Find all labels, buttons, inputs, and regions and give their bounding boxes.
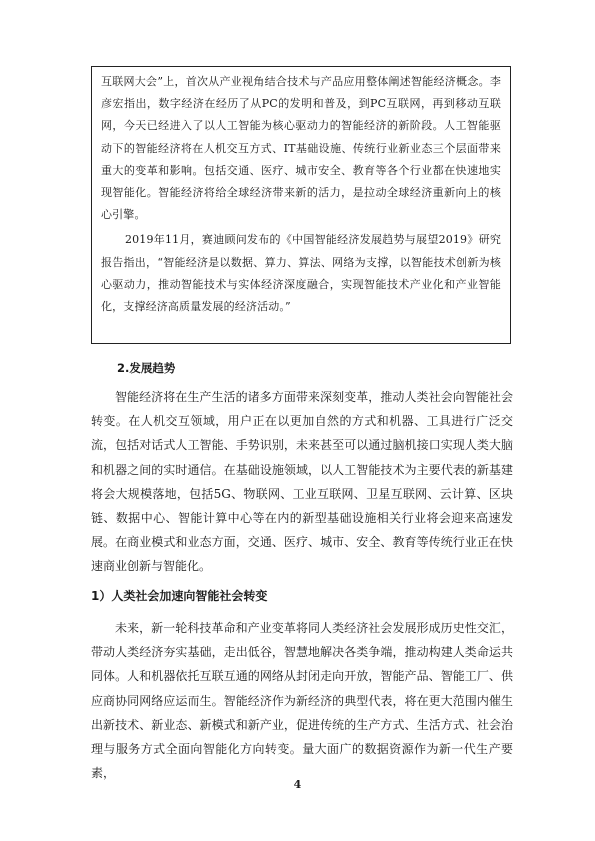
- box-paragraph-2: 2019年11月，赛迪顾问发布的《中国智能经济发展趋势与展望2019》研究报告指出，“智能经济是以数据、算力、算法、网络为支撑，以智能技术创新为核心驱动力，推动智能技术与实体经济深度融合，实现智能技术产业化和产业智能化，支撑经济高质量发展的经济活动。”: [101, 233, 501, 314]
- subsection-paragraph: 未来，新一轮科技革命和产业变革将同人类经济社会发展形成历史性交汇，带动人类经济夯实基础，走出低谷，智慧地解决各类争端，推动构建人类命运共同体。人和机器依托互联互通的网络从封闭走向开放，智能产品、智能工厂、供应商协同网络应运而生。智能经济作为新经济的典型代表，将在更大范围内催生出新技术、新业态、新模式和新产业，促进传统的生产方式、生活方式、社会治理与服务方式全面向智能化方向转变。量大面广的数据资源作为新一代生产要素，: [91, 621, 513, 781]
- subsection-title: 1）人类社会加速向智能社会转变: [91, 589, 268, 603]
- section-paragraph: 智能经济将在生产生活的诸多方面带来深刻变革，推动人类社会向智能社会转变。在人机交互领域，用户正在以更加自然的方式和机器、工具进行广泛交流，包括对话式人工智能、手势识别，未来甚至可以通过脑机接口实现人类大脑和机器之间的实时通信。在基础设施领域，以人工智能技术为主要代表的新基建将会大规模落地，包括5G、物联网、工业互联网、卫星互联网、云计算、区块链、数据中心、智能计算中心等在内的新型基础设施相关行业将会迎来高速发展。在商业模式和业态方面，交通、医疗、城市、安全、教育等传统行业正在快速商业创新与智能化。: [91, 390, 513, 574]
- section-title: 2.发展趋势: [117, 361, 176, 375]
- box-paragraph-1: 互联网大会”上，首次从产业视角结合技术与产品应用整体阐述智能经济概念。李彦宏指出，数字经济在经历了从PC的发明和普及，到PC互联网，再到移动互联网，今天已经进入了以人工智能为核心驱动力的智能经济的新阶段。人工智能驱动下的智能经济将在人机交互方式、IT基础设施、传统行业新业态三个层面带来重大的变革和影响。包括交通、医疗、城市安全、教育等各个行业都在快速地实现智能化。智能经济将给全球经济带来新的活力，是拉动全球经济重新向上的核心引擎。: [101, 75, 501, 222]
- page-number: 4: [293, 778, 302, 791]
- quote-box: [91, 66, 511, 344]
